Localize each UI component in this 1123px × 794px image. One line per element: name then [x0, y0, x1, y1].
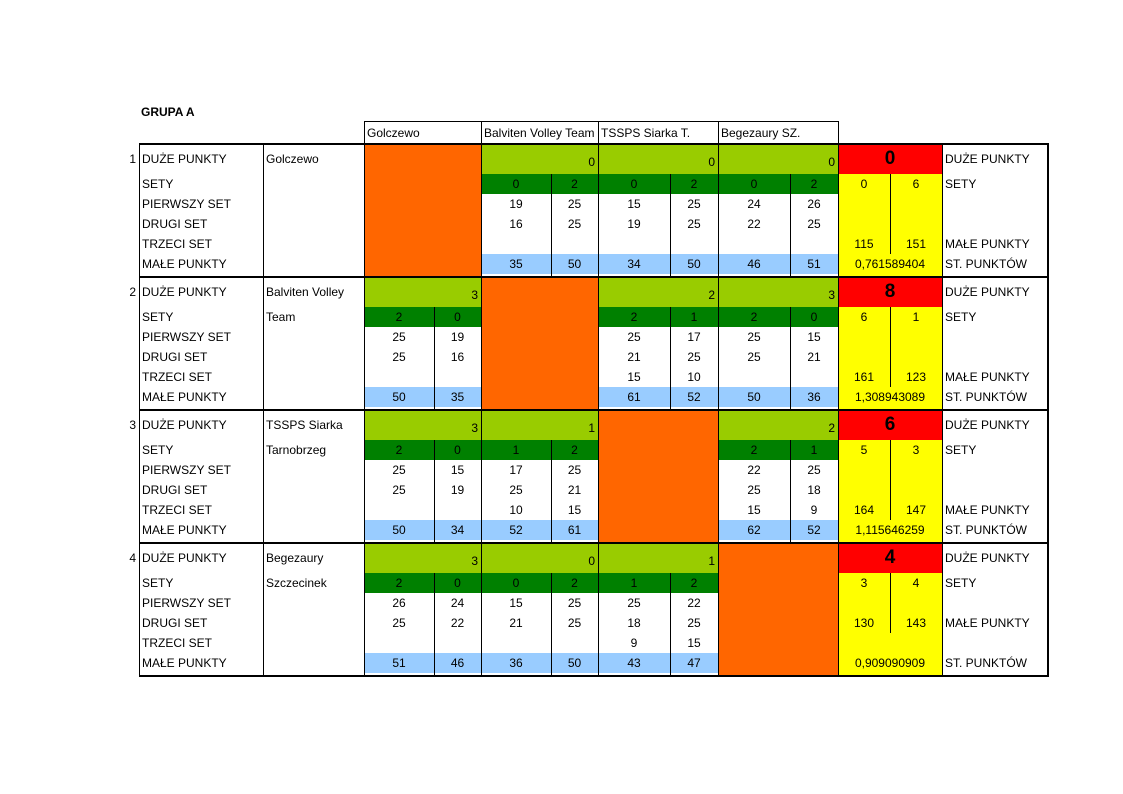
match-set2-home: 25 [747, 483, 761, 497]
match-small-points-away: 34 [434, 520, 481, 540]
match-set2-away: 25 [687, 217, 701, 231]
match-small-points-home: 50 [718, 387, 790, 407]
match-big-points: 0 [481, 144, 598, 174]
match-big-points: 3 [364, 277, 481, 307]
match-set2-away: 25 [567, 217, 582, 231]
match-sets-home: 0 [481, 573, 551, 593]
summary-small-lost: 151 [905, 237, 927, 251]
match-set3-away [551, 633, 598, 653]
match-set3-away [670, 234, 718, 254]
match-set2-away: 25 [807, 217, 821, 231]
row-label: MAŁE PUNKTY [142, 656, 227, 670]
right-label-big: DUŻE PUNKTY [945, 152, 1030, 166]
match-big-points: 1 [481, 410, 598, 440]
match-small-points-home: 46 [718, 254, 790, 274]
row-label: TRZECI SET [142, 503, 213, 517]
grid-line [434, 307, 435, 410]
match-set1-home: 25 [747, 330, 761, 344]
row-label: DUŻE PUNKTY [142, 418, 227, 432]
right-label-big: DUŻE PUNKTY [945, 551, 1030, 565]
grid-line [139, 675, 1049, 677]
summary-ratio: 1,308943089 [854, 390, 926, 404]
grid-line [364, 121, 838, 122]
team-name-line2 [263, 174, 364, 194]
summary-sets-won: 5 [860, 443, 868, 457]
match-set3-home [718, 367, 790, 387]
grid-line [790, 440, 791, 543]
right-label-small: MAŁE PUNKTY [945, 616, 1030, 630]
match-set1-away: 25 [567, 463, 582, 477]
summary-small-won: 164 [853, 503, 875, 517]
match-small-points-away: 50 [670, 254, 718, 274]
summary-small-won: 161 [853, 370, 875, 384]
match-set1-away: 15 [450, 463, 465, 477]
match-set1-away: 25 [687, 197, 701, 211]
row-label: TRZECI SET [142, 370, 213, 384]
right-label-sets: SETY [945, 177, 977, 191]
row-label: TRZECI SET [142, 636, 213, 650]
match-small-points-home: 36 [481, 653, 551, 673]
match-set3-home: 10 [509, 503, 523, 517]
team-number: 3 [129, 418, 136, 432]
match-set3-away [551, 234, 598, 254]
right-label-small: MAŁE PUNKTY [945, 503, 1030, 517]
match-sets-away: 1 [790, 440, 838, 460]
match-sets-away: 0 [434, 573, 481, 593]
match-set1-home: 15 [627, 197, 641, 211]
match-set3-home [481, 633, 551, 653]
summary-sets-lost: 1 [912, 310, 920, 324]
summary-sets-lost: 4 [912, 576, 920, 590]
right-label-big: DUŻE PUNKTY [945, 418, 1030, 432]
row-label: SETY [142, 443, 174, 457]
row-label: TRZECI SET [142, 237, 213, 251]
match-set2-away: 16 [450, 350, 465, 364]
team-name: Begezaury [266, 551, 324, 565]
match-sets-home: 0 [718, 174, 790, 194]
team-name: Balviten Volley [266, 285, 345, 299]
self-match-block [364, 144, 481, 277]
row-label: PIERWSZY SET [142, 197, 231, 211]
match-sets-home: 2 [718, 440, 790, 460]
match-set2-home: 25 [509, 483, 523, 497]
grid-line [139, 542, 1049, 544]
row-label: DRUGI SET [142, 217, 208, 231]
team-name-line2: Szczecinek [266, 576, 327, 590]
match-set1-home: 25 [627, 596, 641, 610]
right-label-sets: SETY [945, 576, 977, 590]
match-set2-home: 18 [627, 616, 641, 630]
match-set3-away: 15 [687, 636, 701, 650]
header-team-1: Golczewo [367, 126, 420, 140]
team-number: 1 [129, 152, 136, 166]
summary-sets-won: 3 [860, 576, 868, 590]
grid-line [670, 174, 671, 277]
match-small-points-away: 46 [434, 653, 481, 673]
match-set2-home: 21 [509, 616, 523, 630]
summary-big-points: 8 [838, 277, 942, 307]
summary-small-won: 115 [854, 237, 874, 251]
header-team-4: Begezaury SZ. [721, 126, 801, 140]
grid-line [790, 174, 791, 277]
self-match-block [718, 543, 838, 676]
grid-line [139, 276, 1049, 278]
match-sets-home: 1 [481, 440, 551, 460]
row-label: PIERWSZY SET [142, 330, 231, 344]
team-name-line2: Tarnobrzeg [266, 443, 327, 457]
match-set1-home: 22 [747, 463, 761, 477]
match-small-points-home: 43 [598, 653, 670, 673]
match-set3-away: 15 [567, 503, 582, 517]
grid-line [790, 307, 791, 410]
match-sets-home: 2 [364, 307, 434, 327]
match-sets-away: 1 [670, 307, 718, 327]
match-set3-away [434, 633, 481, 653]
match-set1-home: 24 [747, 197, 761, 211]
grid-line [890, 307, 891, 387]
match-set2-away: 22 [450, 616, 465, 630]
match-set2-home: 21 [627, 350, 641, 364]
match-set2-away: 18 [807, 483, 821, 497]
match-set1-away: 19 [450, 330, 465, 344]
match-set2-home: 25 [392, 350, 406, 364]
match-set3-away [434, 367, 481, 387]
grid-line [890, 440, 891, 520]
match-sets-away: 0 [434, 307, 481, 327]
grid-line [838, 121, 839, 676]
match-small-points-home: 61 [598, 387, 670, 407]
match-small-points-home: 62 [718, 520, 790, 540]
row-label: DUŻE PUNKTY [142, 551, 227, 565]
match-sets-home: 2 [598, 307, 670, 327]
grid-line [434, 573, 435, 676]
match-set2-home: 22 [747, 217, 761, 231]
grid-line [364, 121, 365, 676]
grid-line [598, 121, 599, 676]
self-match-block [598, 410, 718, 543]
team-name: Golczewo [266, 152, 319, 166]
row-label: PIERWSZY SET [142, 596, 231, 610]
grid-line [718, 121, 719, 676]
match-sets-away: 2 [551, 440, 598, 460]
summary-ratio: 0,909090909 [854, 656, 926, 670]
match-big-points: 3 [718, 277, 838, 307]
match-sets-away: 2 [670, 174, 718, 194]
match-set1-home: 25 [627, 330, 641, 344]
match-small-points-away: 35 [434, 387, 481, 407]
match-small-points-away: 52 [790, 520, 838, 540]
summary-big-points: 0 [838, 144, 942, 174]
match-sets-home: 2 [364, 440, 434, 460]
match-small-points-away: 50 [551, 254, 598, 274]
match-small-points-home: 34 [598, 254, 670, 274]
summary-big-points: 4 [838, 543, 942, 573]
match-sets-home: 1 [598, 573, 670, 593]
match-sets-away: 2 [551, 174, 598, 194]
match-set2-away: 21 [567, 483, 582, 497]
grid-line [890, 573, 891, 633]
match-sets-away: 2 [551, 573, 598, 593]
summary-sets-won: 6 [860, 310, 868, 324]
header-team-3: TSSPS Siarka T. [601, 126, 691, 140]
summary-small-lost: 143 [905, 616, 927, 630]
match-sets-away: 0 [790, 307, 838, 327]
summary-ratio: 0,761589404 [854, 257, 926, 271]
self-match-block [481, 277, 598, 410]
match-big-points: 2 [718, 410, 838, 440]
match-small-points-away: 61 [551, 520, 598, 540]
right-label-ratio: ST. PUNKTÓW [945, 656, 1028, 670]
grid-line [670, 573, 671, 676]
match-set2-home: 25 [392, 616, 406, 630]
match-small-points-away: 50 [551, 653, 598, 673]
row-label: MAŁE PUNKTY [142, 523, 227, 537]
right-label-ratio: ST. PUNKTÓW [945, 523, 1028, 537]
match-small-points-home: 50 [364, 520, 434, 540]
match-set1-away: 22 [687, 596, 701, 610]
match-big-points: 0 [481, 543, 598, 573]
match-set3-home [364, 633, 434, 653]
match-set1-away: 17 [687, 330, 701, 344]
right-label-small: MAŁE PUNKTY [945, 370, 1030, 384]
match-small-points-away: 52 [670, 387, 718, 407]
match-set2-home: 19 [627, 217, 641, 231]
match-set3-home: 9 [630, 636, 638, 650]
match-set3-away [434, 500, 481, 520]
match-small-points-away: 36 [790, 387, 838, 407]
grid-line [670, 307, 671, 410]
match-set1-home: 25 [392, 463, 406, 477]
match-set3-home [364, 500, 434, 520]
match-small-points-home: 52 [481, 520, 551, 540]
row-label: SETY [142, 177, 174, 191]
match-set3-away [790, 367, 838, 387]
match-big-points: 3 [364, 543, 481, 573]
match-set1-home: 15 [509, 596, 523, 610]
row-label: MAŁE PUNKTY [142, 390, 227, 404]
match-set1-away: 25 [807, 463, 821, 477]
right-label-sets: SETY [945, 443, 977, 457]
summary-big-points: 6 [838, 410, 942, 440]
match-set3-away: 9 [810, 503, 818, 517]
match-set3-home: 15 [747, 503, 761, 517]
match-set2-away: 25 [567, 616, 582, 630]
right-label-small: MAŁE PUNKTY [945, 237, 1030, 251]
match-small-points-away: 47 [670, 653, 718, 673]
match-big-points: 0 [718, 144, 838, 174]
row-label: DRUGI SET [142, 616, 208, 630]
match-set3-home: 15 [627, 370, 641, 384]
summary-sets-lost: 6 [912, 177, 920, 191]
match-small-points-home: 51 [364, 653, 434, 673]
row-label: DRUGI SET [142, 350, 208, 364]
match-set2-away: 25 [687, 616, 701, 630]
match-small-points-home: 35 [481, 254, 551, 274]
summary-small-lost: 123 [905, 370, 927, 384]
match-set1-away: 25 [567, 197, 582, 211]
match-set1-home: 17 [509, 463, 523, 477]
match-set1-home: 19 [509, 197, 523, 211]
row-label: DUŻE PUNKTY [142, 152, 227, 166]
match-set3-home [718, 234, 790, 254]
match-sets-away: 2 [670, 573, 718, 593]
right-label-ratio: ST. PUNKTÓW [945, 390, 1028, 404]
match-set3-home [598, 234, 670, 254]
match-set2-home: 25 [392, 483, 406, 497]
match-sets-home: 0 [598, 174, 670, 194]
match-set3-away [790, 234, 838, 254]
match-big-points: 2 [598, 277, 718, 307]
team-name: TSSPS Siarka [266, 418, 343, 432]
match-sets-home: 2 [718, 307, 790, 327]
row-label: SETY [142, 310, 174, 324]
right-label-big: DUŻE PUNKTY [945, 285, 1030, 299]
group-title: GRUPA A [141, 105, 195, 119]
match-set1-away: 15 [807, 330, 821, 344]
row-label: DUŻE PUNKTY [142, 285, 227, 299]
header-team-2: Balviten Volley Team [484, 126, 595, 140]
match-set1-away: 24 [450, 596, 465, 610]
right-label-ratio: ST. PUNKTÓW [945, 257, 1028, 271]
match-big-points: 3 [364, 410, 481, 440]
match-set1-home: 25 [392, 330, 406, 344]
match-set1-away: 25 [567, 596, 582, 610]
row-label: MAŁE PUNKTY [142, 257, 227, 271]
match-set2-away: 19 [450, 483, 465, 497]
grid-line [551, 573, 552, 676]
match-sets-home: 2 [364, 573, 434, 593]
right-label-sets: SETY [945, 310, 977, 324]
grid-line [890, 174, 891, 254]
match-sets-home: 0 [481, 174, 551, 194]
match-set2-home: 16 [509, 217, 523, 231]
row-label: SETY [142, 576, 174, 590]
match-small-points-home: 50 [364, 387, 434, 407]
match-set1-away: 26 [807, 197, 821, 211]
match-sets-away: 2 [790, 174, 838, 194]
match-set2-home: 25 [747, 350, 761, 364]
team-name-line2: Team [266, 310, 296, 324]
grid-line [551, 174, 552, 277]
match-set2-away: 25 [687, 350, 701, 364]
grid-line [139, 409, 1049, 411]
team-number: 4 [129, 551, 136, 565]
grid-line [139, 143, 1049, 145]
match-set3-away: 10 [687, 370, 701, 384]
row-label: PIERWSZY SET [142, 463, 231, 477]
grid-line [551, 440, 552, 543]
row-label: DRUGI SET [142, 483, 208, 497]
summary-sets-lost: 3 [912, 443, 920, 457]
grid-line [481, 121, 482, 676]
summary-sets-won: 0 [860, 177, 868, 191]
team-number: 2 [129, 285, 136, 299]
summary-small-won: 130 [853, 616, 875, 630]
match-set3-home [364, 367, 434, 387]
match-sets-away: 0 [434, 440, 481, 460]
match-set1-home: 26 [392, 596, 406, 610]
match-set3-home [481, 234, 551, 254]
summary-ratio: 1,115646259 [855, 523, 925, 537]
match-set2-away: 21 [807, 350, 821, 364]
summary-small-lost: 147 [905, 503, 927, 517]
match-big-points: 0 [598, 144, 718, 174]
match-big-points: 1 [598, 543, 718, 573]
grid-line [434, 440, 435, 543]
match-small-points-away: 51 [790, 254, 838, 274]
